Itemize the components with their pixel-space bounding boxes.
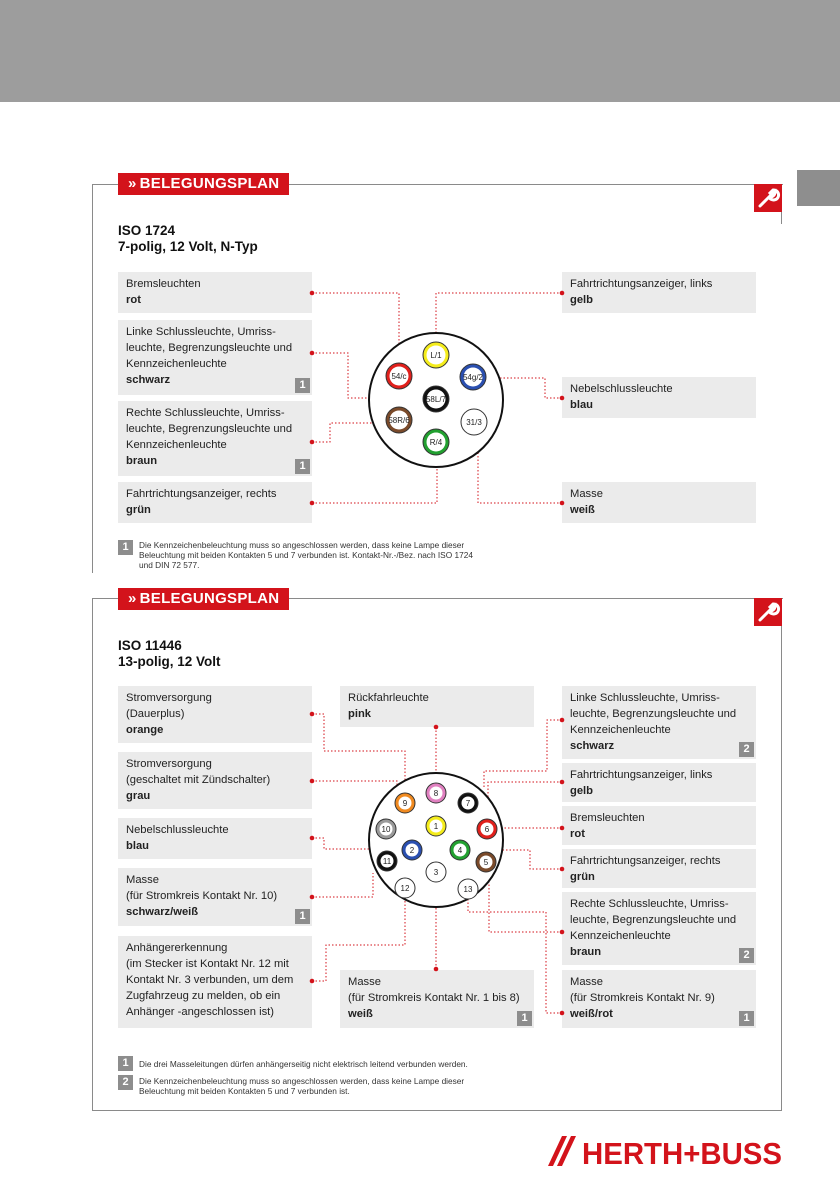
box-desc: Fahrtrichtungsanzeiger, rechts bbox=[570, 855, 721, 867]
leader-dot bbox=[310, 836, 315, 841]
s2-footnote1-badge: 1 bbox=[118, 1056, 133, 1071]
chevron-icon: » bbox=[128, 175, 137, 192]
leader-dot bbox=[310, 779, 315, 784]
connector-pin bbox=[476, 852, 496, 872]
pin-label: 3 bbox=[433, 868, 439, 877]
connector-pin bbox=[477, 819, 497, 839]
box-desc: Linke Schlussleuchte, Umriss- leuchte, Begrenzungsleuchte und Kennzeichenleuchte bbox=[126, 326, 293, 370]
box-desc: Fahrtrichtungsanzeiger, links bbox=[570, 278, 713, 290]
section2-title-line1: ISO 11446 bbox=[118, 638, 182, 653]
box-desc: Stromversorgung (geschaltet mit Zündschalter) bbox=[126, 758, 271, 786]
box-desc: Rechte Schlussleuchte, Umriss- leuchte, Begrenzungsleuchte und Kennzeichenleuchte bbox=[126, 407, 293, 451]
box-color: weiß bbox=[348, 1008, 373, 1020]
connector-pin bbox=[450, 840, 470, 860]
box-color: schwarz/weiß bbox=[126, 906, 199, 918]
box-desc: Masse (für Stromkreis Kontakt Nr. 9) bbox=[570, 976, 715, 1004]
s2-footnote2-text: Die Kennzeichenbeleuchtung muss so angeschlossen werden, dass keine Lampe dieser Beleuchtung mit beiden Kontakten 5 und 7 verbunden ist. bbox=[139, 1076, 465, 1096]
box-color: gelb bbox=[570, 294, 593, 306]
box-color: braun bbox=[126, 455, 158, 467]
box-color: braun bbox=[570, 946, 602, 958]
connector-pin bbox=[395, 793, 415, 813]
leader-dot bbox=[560, 718, 565, 723]
connector-pin bbox=[426, 783, 446, 803]
leader-dot bbox=[560, 867, 565, 872]
leader-dot bbox=[310, 895, 315, 900]
connector-pin bbox=[377, 851, 397, 871]
box-color: weiß bbox=[570, 504, 595, 516]
note-badge: 1 bbox=[295, 459, 310, 474]
note-badge: 1 bbox=[517, 1011, 532, 1026]
s2-footnote2-badge: 2 bbox=[118, 1075, 133, 1090]
pin-label: 2 bbox=[409, 846, 415, 855]
leader-dot bbox=[310, 712, 315, 717]
pin-label: 58R/6 bbox=[388, 416, 410, 425]
banner-label: BELEGUNGSPLAN bbox=[139, 175, 280, 192]
bottom-divider bbox=[92, 1110, 782, 1111]
pin-label: 10 bbox=[381, 825, 391, 834]
note-badge: 2 bbox=[739, 948, 754, 963]
box-desc: Fahrtrichtungsanzeiger, rechts bbox=[126, 488, 277, 500]
s1-footnote-text: Die Kennzeichenbeleuchtung muss so angeschlossen werden, dass keine Lampe dieser Beleuchtung mit beiden Kontakten 5 und 7 verbunden ist. Kontakt-Nr.-/Bez. nach ISO 1724 und DIN 72 577. bbox=[139, 540, 473, 570]
connector-pin bbox=[402, 840, 422, 860]
connector-pin bbox=[395, 878, 415, 898]
box-color: grau bbox=[126, 790, 151, 802]
box-desc: Rückfahrleuchte bbox=[348, 692, 429, 704]
note-badge: 1 bbox=[295, 378, 310, 393]
connector-pin bbox=[426, 862, 446, 882]
box-color: orange bbox=[126, 724, 164, 736]
box-desc: Nebelschlussleuchte bbox=[570, 383, 673, 395]
s2-leader-masse10 bbox=[312, 873, 373, 897]
s1-footnote-badge: 1 bbox=[118, 540, 133, 555]
leader-dot bbox=[310, 979, 315, 984]
pin-label: 13 bbox=[463, 885, 473, 894]
section2-title-line2: 13-polig, 12 Volt bbox=[118, 654, 221, 669]
herth-buss-logo bbox=[548, 1134, 786, 1168]
box-desc: Anhängererkennung (im Stecker ist Kontakt Nr. 12 mit Kontakt Nr. 3 verbunden, um dem Zugfahrzeug zu melden, ob ein Anhänger -angeschlossen ist) bbox=[126, 942, 294, 1018]
box-color: blau bbox=[126, 840, 149, 852]
pin-label: 58L/7 bbox=[425, 395, 447, 404]
leader-dot bbox=[434, 967, 439, 972]
pin-label: 11 bbox=[382, 857, 392, 866]
box-color: grün bbox=[126, 504, 151, 516]
box-desc: Rechte Schlussleuchte, Umriss- leuchte, Begrenzungsleuchte und Kennzeichenleuchte bbox=[570, 898, 737, 942]
s2-leader-masse9 bbox=[468, 891, 562, 1013]
s2-leader-anhaenger bbox=[312, 898, 405, 981]
connector-pin bbox=[426, 816, 446, 836]
connector-pin bbox=[376, 819, 396, 839]
box-color: pink bbox=[348, 708, 371, 720]
box-desc: Stromversorgung (Dauerplus) bbox=[126, 692, 212, 720]
box-desc: Masse (für Stromkreis Kontakt Nr. 10) bbox=[126, 874, 278, 902]
pin-label: 8 bbox=[433, 789, 439, 798]
banner-label: BELEGUNGSPLAN bbox=[139, 590, 280, 607]
note-badge: 2 bbox=[739, 742, 754, 757]
pin-label: 5 bbox=[483, 858, 489, 867]
pin-label: 7 bbox=[465, 799, 471, 808]
pin-label: 12 bbox=[400, 884, 410, 893]
leader-dot bbox=[560, 826, 565, 831]
box-desc: Masse bbox=[570, 488, 603, 500]
chevron-icon: » bbox=[128, 590, 137, 607]
box-color: weiß/rot bbox=[570, 1008, 613, 1020]
pin-label: 1 bbox=[433, 822, 439, 831]
logo-text: HERTH+BUSS bbox=[582, 1136, 782, 1168]
box-desc: Nebelschlussleuchte bbox=[126, 824, 229, 836]
box-desc: Bremsleuchten bbox=[126, 278, 201, 290]
box-color: schwarz bbox=[126, 374, 171, 386]
connector-pin bbox=[458, 793, 478, 813]
note-badge: 1 bbox=[295, 909, 310, 924]
connector-pin bbox=[458, 879, 478, 899]
pin-label: 54/c bbox=[391, 372, 407, 381]
leader-dot bbox=[560, 930, 565, 935]
box-color: grün bbox=[570, 871, 595, 883]
box-color: rot bbox=[570, 828, 585, 840]
pin-label: 4 bbox=[457, 846, 463, 855]
box-desc: Bremsleuchten bbox=[570, 812, 645, 824]
box-color: gelb bbox=[570, 785, 593, 797]
s2-leader-zuendschalter bbox=[312, 781, 397, 795]
s2-leader-nebel bbox=[312, 832, 374, 849]
box-color: schwarz bbox=[570, 740, 615, 752]
pin-label: 54g/2 bbox=[462, 373, 484, 382]
pin-label: 31/3 bbox=[466, 418, 482, 427]
s2-footnote1-text: Die drei Masseleitungen dürfen anhängerseitig nicht elektrisch leitend verbunden werden. bbox=[139, 1059, 468, 1069]
box-color: blau bbox=[570, 399, 593, 411]
pin-label: 6 bbox=[484, 825, 490, 834]
s2-leader-rechte bbox=[489, 872, 562, 932]
pin-label: R/4 bbox=[429, 438, 443, 447]
section1-title-line1: ISO 1724 bbox=[118, 223, 176, 238]
note-badge: 1 bbox=[739, 1011, 754, 1026]
box-desc: Masse (für Stromkreis Kontakt Nr. 1 bis 8) bbox=[348, 976, 520, 1004]
leader-dot bbox=[560, 780, 565, 785]
box-color: rot bbox=[126, 294, 141, 306]
section1-title-line2: 7-polig, 12 Volt, N-Typ bbox=[118, 239, 258, 254]
s2-leader-linke bbox=[484, 720, 562, 789]
leader-dot bbox=[434, 725, 439, 730]
box-desc: Fahrtrichtungsanzeiger, links bbox=[570, 769, 713, 781]
pin-label: L/1 bbox=[430, 351, 442, 360]
s2-leader-dauerplus bbox=[312, 714, 405, 792]
leader-dot bbox=[560, 1011, 565, 1016]
box-desc: Linke Schlussleuchte, Umriss- leuchte, Begrenzungsleuchte und Kennzeichenleuchte bbox=[570, 692, 737, 736]
pin-label: 9 bbox=[402, 799, 408, 808]
